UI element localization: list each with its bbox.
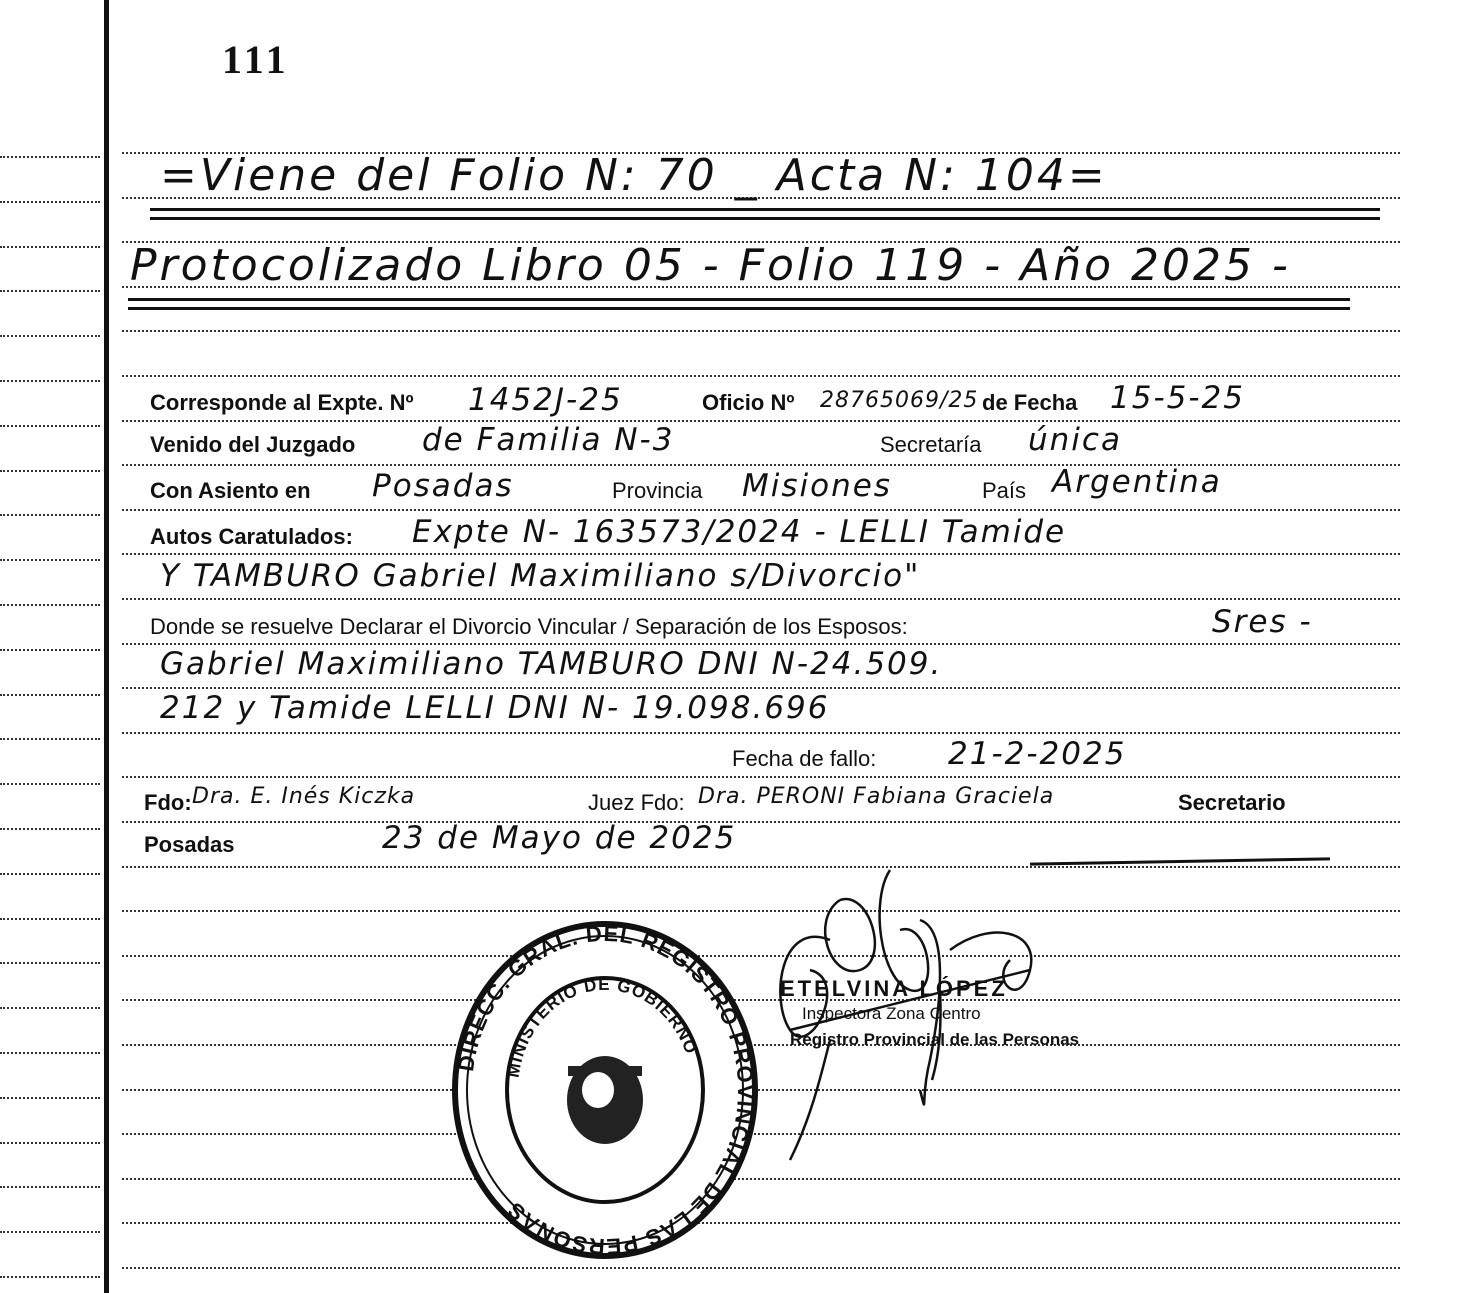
margin-dotted-line [0, 918, 100, 920]
body-dotted-line [122, 821, 1400, 823]
body-dotted-line [122, 375, 1400, 377]
donde-value-1: Gabriel Maximiliano TAMBURO DNI N-24.509. [160, 646, 943, 682]
coat-of-arms-icon [567, 1056, 643, 1144]
margin-dotted-line [0, 290, 100, 292]
margin-dotted-line [0, 335, 100, 337]
expte-label: Corresponde al Expte. Nº [150, 390, 414, 415]
margin-dotted-line [0, 470, 100, 472]
margin-dotted-line [0, 604, 100, 606]
posadas-label: Posadas [144, 832, 235, 857]
fdo-label: Fdo: [144, 790, 192, 815]
posadas-value: 23 de Mayo de 2025 [382, 820, 737, 856]
autos-label: Autos Caratulados: [150, 524, 353, 549]
asiento-label: Con Asiento en [150, 478, 311, 503]
pais-label: País [982, 478, 1027, 503]
body-dotted-line [122, 598, 1400, 600]
body-dotted-line [122, 420, 1400, 422]
juez-label: Juez Fdo: [588, 790, 685, 815]
margin-dotted-line [0, 1052, 100, 1054]
body-dotted-line [122, 776, 1400, 778]
pais-value: Argentina [1052, 464, 1222, 500]
margin-dotted-line [0, 738, 100, 740]
stamp-role: Inspectora Zona Centro [802, 1004, 981, 1023]
margin-dotted-line [0, 649, 100, 651]
margin-dotted-line [0, 1097, 100, 1099]
secretaria-value: única [1028, 422, 1122, 458]
margin-dotted-line [0, 246, 100, 248]
body-dotted-line [122, 553, 1400, 555]
body-dotted-line [122, 509, 1400, 511]
heading-rule-2 [128, 298, 1350, 310]
body-dotted-line [122, 910, 1400, 912]
margin-dotted-line [0, 1231, 100, 1233]
margin-dotted-line [0, 1276, 100, 1278]
seal-inner-text: MINISTERIO DE GOBIERNO [503, 974, 701, 1079]
margin-dotted-line [0, 694, 100, 696]
margin-dotted-line [0, 201, 100, 203]
seal-outer-text: DIRECC. GRAL. DEL REGISTRO PROVINCIAL DE LAS PERSONAS [452, 920, 759, 1260]
body-dotted-line [122, 866, 1400, 868]
donde-value-2: 212 y Tamide LELLI DNI N- 19.098.696 [160, 690, 830, 726]
expte-value: 1452J-25 [468, 382, 623, 418]
margin-dotted-line [0, 1142, 100, 1144]
fallo-label: Fecha de fallo: [732, 746, 877, 771]
official-seal [448, 918, 762, 1263]
body-dotted-line [122, 732, 1400, 734]
fallo-value: 21-2-2025 [948, 736, 1127, 772]
autos-value-1: Expte N- 163573/2024 - LELLI Tamide [412, 514, 1067, 550]
body-dotted-line [122, 330, 1400, 332]
margin-dotted-line [0, 1186, 100, 1188]
heading-rule-1 [150, 208, 1380, 220]
page-number: 111 [222, 37, 290, 82]
fdo-value: Dra. E. Inés Kiczka [192, 784, 416, 809]
heading-line-2: Protocolizado Libro 05 - Folio 119 - Año 2025 - [130, 240, 1291, 291]
margin-dotted-line [0, 1007, 100, 1009]
margin-dotted-line [0, 962, 100, 964]
oficio-label: Oficio Nº [702, 390, 795, 415]
body-dotted-line [122, 687, 1400, 689]
juzgado-label: Venido del Juzgado [150, 432, 356, 457]
autos-value-2: Y TAMBURO Gabriel Maximiliano s/Divorcio" [160, 558, 921, 594]
secretaria-label: Secretaría [880, 432, 982, 457]
margin-dotted-line [0, 380, 100, 382]
body-dotted-line [122, 643, 1400, 645]
asiento-value: Posadas [372, 468, 514, 504]
stamp-name: ETELVINA LÓPEZ [780, 976, 1008, 1001]
secretario-label: Secretario [1178, 790, 1286, 815]
margin-dotted-line [0, 559, 100, 561]
margin-dotted-line [0, 514, 100, 516]
oficio-value: 28765069/25 [820, 388, 979, 413]
donde-value-0: Sres - [1212, 604, 1313, 640]
provincia-label: Provincia [612, 478, 703, 503]
margin-dotted-line [0, 783, 100, 785]
margin-dotted-line [0, 828, 100, 830]
body-dotted-line [122, 1267, 1400, 1269]
provincia-value: Misiones [742, 468, 892, 504]
stamp-org: Registro Provincial de las Personas [790, 1030, 1080, 1049]
fecha-value: 15-5-25 [1110, 380, 1245, 416]
donde-label: Donde se resuelve Declarar el Divorcio Vincular / Separación de los Esposos: [150, 614, 908, 639]
fecha-label: de Fecha [982, 390, 1078, 415]
margin-rule [104, 0, 109, 1293]
heading-line-1: =Viene del Folio N: 70 _ Acta N: 104= [160, 150, 1108, 201]
margin-dotted-line [0, 156, 100, 158]
margin-dotted-line [0, 873, 100, 875]
juzgado-value: de Familia N-3 [422, 422, 675, 458]
margin-dotted-line [0, 425, 100, 427]
juez-value: Dra. PERONI Fabiana Graciela [698, 784, 1055, 809]
